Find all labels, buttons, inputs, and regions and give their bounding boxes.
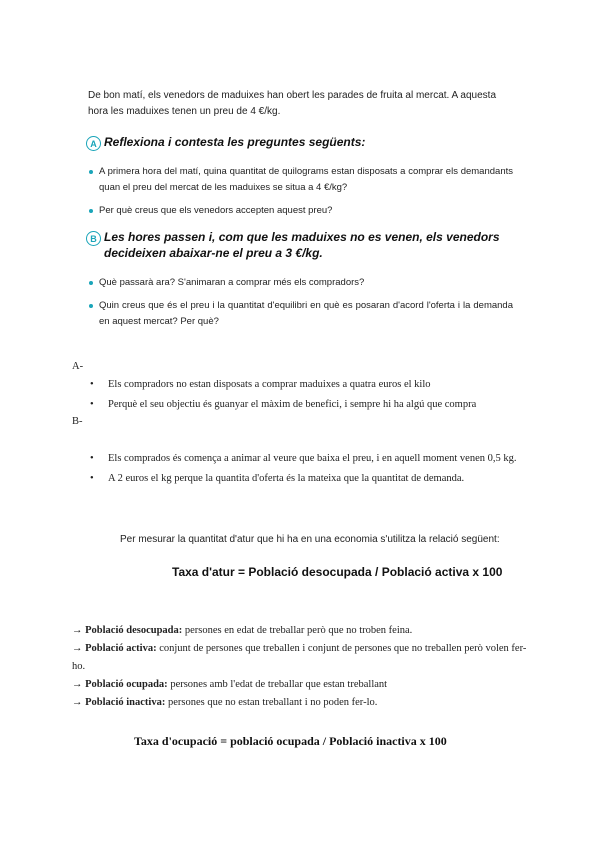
arrow-icon: →	[72, 697, 83, 708]
definition-text: persones en edat de treballar però que no troben feina.	[182, 625, 413, 636]
definition-item	[72, 676, 532, 694]
answers-b-list	[90, 449, 522, 489]
definition-term: Població desocupada:	[85, 625, 183, 636]
ratio-intro: Per mesurar la quantitat d'atur que hi ha en una economia s'utilitza la relació següent:	[120, 534, 500, 545]
answers-a-list	[90, 375, 522, 415]
definition-text: persones amb l'edat de treballar que estan treballant	[167, 679, 388, 690]
intro-paragraph: De bon matí, els venedors de maduixes han obert les parades de fruita al mercat. A aquesta hora les maduixes tenen un preu de 4 €/kg.	[88, 90, 497, 117]
arrow-icon: →	[72, 679, 83, 690]
definitions-list	[72, 622, 532, 712]
definition-text: persones que no estan treballant i no poden fer-lo.	[165, 697, 378, 708]
arrow-icon: →	[72, 625, 83, 636]
formula-ocupacio: Taxa d'ocupació = població ocupada / Població inactiva x 100	[134, 734, 447, 748]
definition-term: Població inactiva:	[85, 697, 166, 708]
section-b-questions	[88, 275, 513, 337]
formula-atur: Taxa d'atur = Població desocupada / Població activa x 100	[172, 565, 503, 579]
answers-b-label: B-	[72, 416, 83, 427]
section-a-badge: A	[86, 136, 101, 151]
question-item: Què passarà ara? S'animaran a comprar més els compradors?	[88, 275, 513, 291]
definition-item	[72, 694, 532, 712]
question-item: Quin creus que és el preu i la quantitat d'equilibri en què es posaran d'acord l'oferta i la demanda en aquest mercat? Per què?	[88, 298, 513, 330]
section-b-heading: Les hores passen i, com que les maduixes no es venen, els venedors decideixen abaixar-ne el preu a 3 €/kg.	[104, 230, 500, 260]
answer-item: • A 2 euros el kg perque la quantita d'oferta és la mateixa que la quantitat de demanda.	[90, 469, 522, 488]
definition-term: Població activa:	[85, 643, 157, 654]
definition-item	[72, 622, 532, 640]
section-a-questions	[88, 164, 513, 226]
section-b-badge: B	[86, 231, 101, 246]
definition-term: Població ocupada:	[85, 679, 168, 690]
definition-text: conjunt de persones que treballen i conjunt de persones que no treballen però volen fer-ho.	[72, 643, 527, 672]
arrow-icon: →	[72, 643, 83, 654]
answers-a-label: A-	[72, 361, 84, 372]
answer-item: • Els comprados és comença a animar al veure que baixa el preu, i en aquell moment venen 0,5 kg.	[90, 449, 522, 468]
answer-item: • Perquè el seu objectiu és guanyar el màxim de benefici, i sempre hi ha algú que compra	[90, 395, 522, 414]
definition-item	[72, 640, 532, 676]
section-a-heading: Reflexiona i contesta les preguntes següents:	[104, 135, 366, 149]
question-item: A primera hora del matí, quina quantitat de quilograms estan disposats a comprar els demandants quan el preu del mercat de les maduixes se situa a 4 €/kg?	[88, 164, 513, 196]
question-item: Per què creus que els venedors accepten aquest preu?	[88, 203, 513, 219]
answer-item: • Els compradors no estan disposats a comprar maduixes a quatra euros el kilo	[90, 375, 522, 394]
